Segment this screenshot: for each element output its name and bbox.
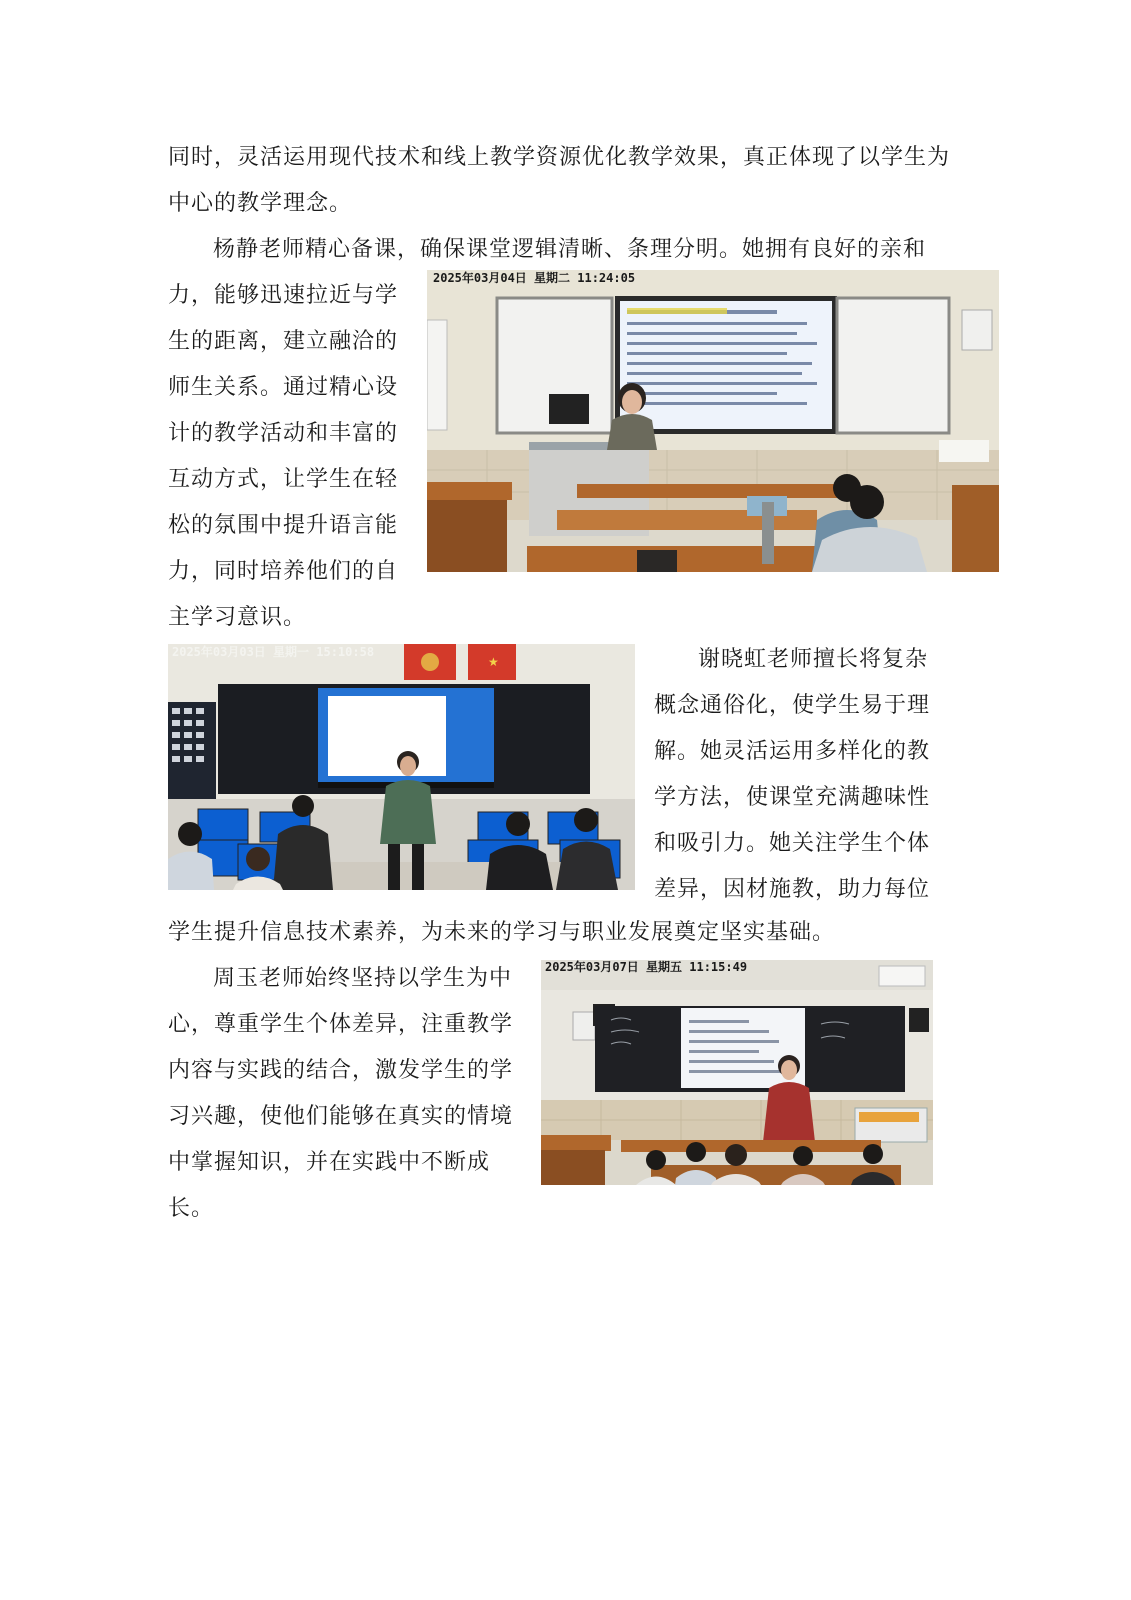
intro-line-1: 同时，灵活运用现代技术和线上教学资源优化教学效果，真正体现了以学生为 — [168, 145, 951, 170]
intro-line-2: 中心的教学理念。 — [168, 191, 353, 216]
xie-line-7: 学生提升信息技术素养，为未来的学习与职业发展奠定坚实基础。 — [168, 920, 836, 945]
photo-yang-classroom — [427, 270, 999, 572]
yang-line-4: 师生关系。通过精心设 — [168, 375, 399, 400]
yang-line-8: 力，同时培养他们的自 — [168, 559, 399, 584]
photo-zhou-classroom — [541, 960, 933, 1185]
zhou-line-2: 心，尊重学生个体差异，注重教学 — [168, 1012, 514, 1037]
zhou-line-4: 习兴趣，使他们能够在真实的情境 — [168, 1104, 514, 1129]
yang-line-7: 松的氛围中提升语言能 — [168, 513, 399, 538]
xie-line-1: 谢晓虹老师擅长将复杂 — [698, 647, 929, 672]
yang-line-2: 力，能够迅速拉近与学 — [168, 283, 399, 308]
xie-line-2: 概念通俗化，使学生易于理 — [654, 693, 931, 718]
svg-text:★: ★ — [488, 655, 499, 669]
xie-line-3: 解。她灵活运用多样化的教 — [654, 739, 931, 764]
yang-line-5: 计的教学活动和丰富的 — [168, 421, 399, 446]
photo-xie-timestamp: 2025年03月03日 星期一 15:10:58 — [172, 645, 375, 659]
photo-zhou-timestamp: 2025年03月07日 星期五 11:15:49 — [545, 960, 748, 974]
photo-yang-timestamp: 2025年03月04日 星期二 11:24:05 — [433, 271, 636, 285]
yang-line-6: 互动方式，让学生在轻 — [168, 467, 399, 492]
photo-xie-computer-lab — [168, 644, 635, 890]
zhou-line-6: 长。 — [168, 1196, 215, 1221]
yang-line-1: 杨静老师精心备课，确保课堂逻辑清晰、条理分明。她拥有良好的亲和 — [213, 237, 927, 262]
yang-line-9: 主学习意识。 — [168, 605, 307, 630]
xie-line-5: 和吸引力。她关注学生个体 — [654, 831, 931, 856]
xie-line-4: 学方法，使课堂充满趣味性 — [654, 785, 931, 810]
zhou-line-5: 中掌握知识，并在实践中不断成 — [168, 1150, 491, 1175]
zhou-line-3: 内容与实践的结合，激发学生的学 — [168, 1058, 514, 1083]
xie-line-6: 差异，因材施教，助力每位 — [654, 877, 931, 902]
yang-line-3: 生的距离，建立融洽的 — [168, 329, 399, 354]
zhou-line-1: 周玉老师始终坚持以学生为中 — [213, 966, 513, 991]
